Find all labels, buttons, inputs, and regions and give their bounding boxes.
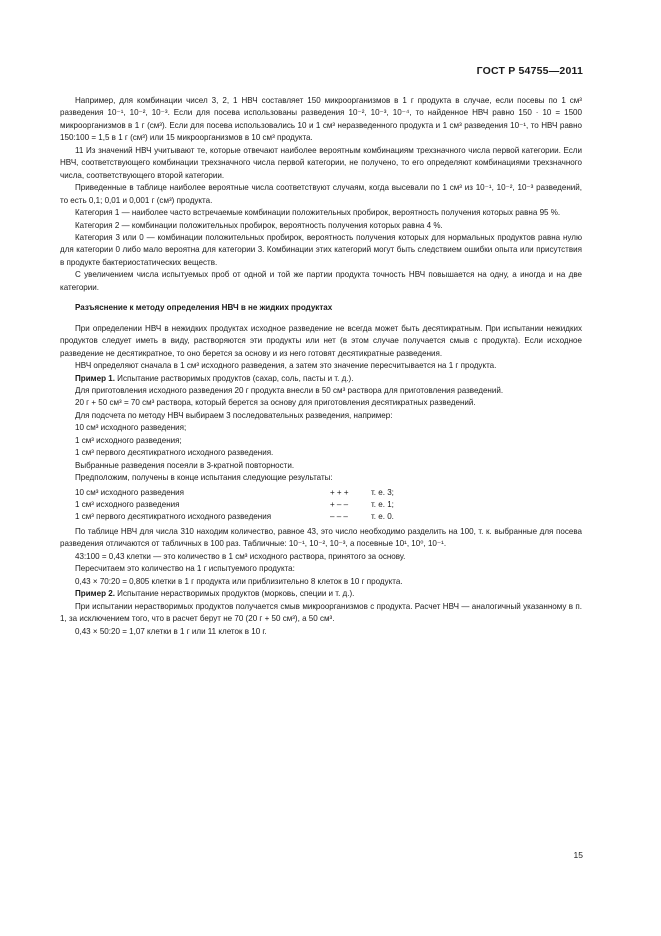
paragraph-calc-4: 0,43 × 50:20 = 1,07 клетки в 1 г или 11 клеток в 10 г. [75,626,267,636]
paragraph-example-calc: Например, для комбинации чисел 3, 2, 1 НВЧ составляет 150 микроорганизмов в 1 г продукта в случае, если посевы по 1 см³ разведения 10⁻¹, 10⁻², 10⁻³. Если для посева использованы разведения 10⁻², 10⁻³, 10⁻⁴, то найденное НВЧ равно 150 · 10 = 1500 микроорганизмов в 1 г (см³). Если для посева использовались 10 и 1 см³ неразведенного продукта и 1 см³ разведения 10⁻¹, то НВЧ равно 150:100 = 1,5 в 1 г (см³) или 15 микроорганизмов в 10 см³ продукта. [60,96,582,143]
paragraph-category-3: Категория 3 или 0 — комбинации положительных пробирок, вероятность получения которых для нормальных продуктов равна нулю для категории 0 либо мало вероятна для категории 3. Комбинации этих категорий могут быть следствием ошибки опыта или присутствия в продукте бактериостатических веществ. [60,232,582,267]
results-table [60,487,582,524]
list-item: 1 см³ исходного разведения; [75,435,182,445]
example-2-title [60,588,582,600]
paragraph-calc-3: 0,43 × 70:20 = 0,805 клетки в 1 г продукта или приблизительно 8 клеток в 10 г продукта. [75,576,403,586]
example-1-text: Испытание растворимых продуктов (сахар, соль, пасты и т. д.). [114,373,354,383]
table-cell-signs: + – – [330,500,349,510]
paragraph-calc-2: Пересчитаем это количество на 1 г испытуемого продукта: [75,564,295,574]
table-cell-result: т. е. 3; [371,487,394,497]
table-cell-dilution: 1 см³ исходного разведения [75,500,180,510]
example-1-label: Пример 1. [75,373,115,383]
paragraph-initial-dilution: Для приготовления исходного разведения 20 г продукта внесли в 50 см³ раствора для приготовления разведений. [75,385,504,395]
paragraph-results-intro: Предположим, получены в конце испытания следующие результаты: [75,473,333,483]
document-body [60,95,582,638]
paragraph-category-1: Категория 1 — наиболее часто встречаемые комбинации положительных пробирок, вероятность получения которых равна 95 %. [75,208,561,218]
list-item: 1 см³ первого десятикратного исходного разведения. [75,448,274,458]
section-heading: Разъяснение к методу определения НВЧ в не жидких продуктах [75,303,333,313]
page-number: 15 [573,850,583,860]
paragraph-calc-1: 43:100 = 0,43 клетки — это количество в 1 см³ исходного раствора, принятого за основу. [75,551,406,561]
table-cell-signs: – – – [330,512,348,522]
table-row [75,499,582,511]
paragraph-item-11: 11 Из значений НВЧ учитывают те, которые отвечают наиболее вероятным комбинациям трехзначного числа первой категории. Если НВЧ, соответствующего комбинации трехзначного числа первой категории, не получено, то его определяют комбинациями трехзначного числа, соответствующего второй категории. [60,145,582,180]
paragraph-category-2: Категория 2 — комбинации положительных пробирок, вероятность получения которых равна 4 %. [75,220,443,230]
paragraph-recalc: НВЧ определяют сначала в 1 см³ исходного разведения, а затем это значение пересчитывается на 1 г продукта. [75,361,497,371]
paragraph-solution: 20 г + 50 см³ = 70 см³ раствора, который берется за основу для приготовления десятикратных разведений. [75,398,476,408]
table-cell-result: т. е. 0. [371,512,394,522]
paragraph-table-note: Приведенные в таблице наиболее вероятные числа соответствуют случаям, когда высевали по 1 см³ из 10⁻¹, 10⁻², 10⁻³ разведений, то есть 0,1; 0,01 и 0,001 г (см³) продукта. [60,183,582,205]
table-cell-result: т. е. 1; [371,500,394,510]
table-row [75,487,582,499]
example-1-title [60,373,582,385]
paragraph-accuracy: С увеличением числа испытуемых проб от одной и той же партии продукта точность НВЧ повышается на одну, а иногда и на две категории. [60,270,582,292]
example-2-label: Пример 2. [75,589,115,599]
paragraph-repeat: Выбранные разведения посеяли в 3-кратной повторности. [75,460,295,470]
paragraph-table-lookup: По таблице НВЧ для числа 310 находим количество, равное 43, это число необходимо разделить на 100, т. к. выбранные для посева разведения отличаются от табличных в 100 раз. Табличные: 10⁻¹, 10⁻², 10⁻³, а посевные 10¹, 10⁰, 10⁻¹. [60,526,582,549]
paragraph-insoluble: При испытании нерастворимых продуктов получается смыв микроорганизмов с продукта. Расчет НВЧ — аналогичный указанному в п. 1, за исключением того, что в расчет берут не 70 (20 г + 50 см³), а 50 см³. [60,601,582,624]
list-item: 10 см³ исходного разведения; [75,423,187,433]
table-cell-dilution: 10 см³ исходного разведения [75,487,184,497]
paragraph-nonliquid: При определении НВЧ в нежидких продуктах исходное разведение не всегда может быть десятикратным. При испытании нежидких продуктов следует иметь в виду, растворяются эти продукты или нет (в этом случае получается смыв с продукта). Если исходное разведение не десятикратное, то оно берется за основу и из него готовят десятикратные разведения. [60,323,582,358]
table-row [75,511,582,523]
paragraph-select-dilutions: Для подсчета по методу НВЧ выбираем 3 последовательных разведения, например: [75,410,393,420]
example-2-text: Испытание нерастворимых продуктов (морковь, специи и т. д.). [114,589,355,599]
table-cell-dilution: 1 см³ первого десятикратного исходного разведения [75,512,272,522]
table-cell-signs: + + + [330,487,349,497]
document-header: ГОСТ Р 54755—2011 [476,65,583,77]
